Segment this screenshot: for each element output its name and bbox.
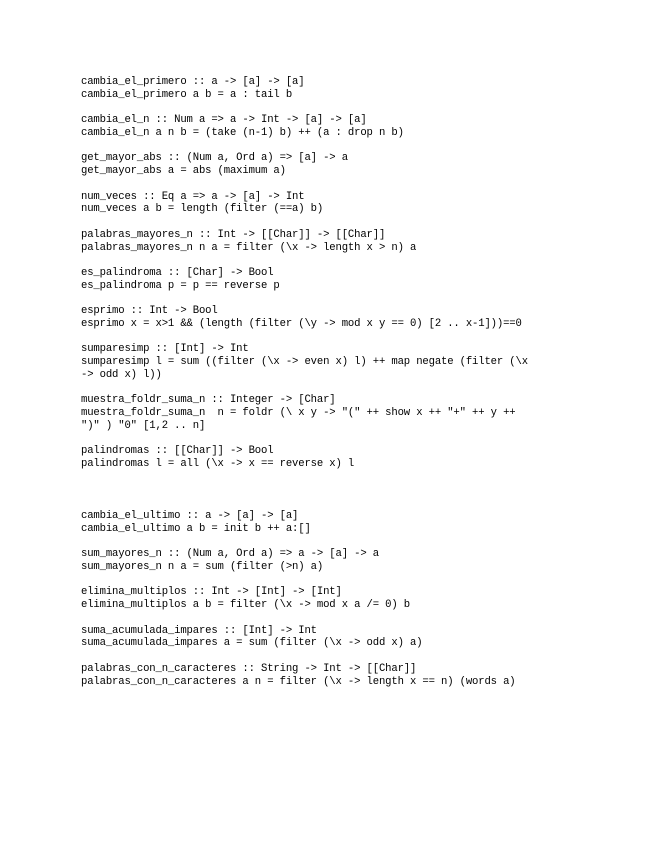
- code-block: [81, 76, 641, 101]
- code-line: elimina_multiplos a b = filter (\x -> mod x a /= 0) b: [81, 599, 410, 612]
- code-block: [81, 586, 641, 611]
- code-line: elimina_multiplos :: Int -> [Int] -> [Int]: [81, 586, 342, 599]
- code-line: palabras_mayores_n :: Int -> [[Char]] -> [[Char]]: [81, 228, 386, 241]
- code-line: sum_mayores_n n a = sum (filter (>n) a): [81, 560, 324, 573]
- code-line: get_mayor_abs :: (Num a, Ord a) => [a] -> a: [81, 152, 348, 165]
- code-line: sumparesimp :: [Int] -> Int: [81, 343, 249, 356]
- code-line: ")" ) "0" [1,2 .. n]: [81, 419, 206, 432]
- code-block: [81, 229, 641, 254]
- code-line: palindromas l = all (\x -> x == reverse x) l: [81, 457, 355, 470]
- code-line: esprimo x = x>1 && (length (filter (\y -> mod x y == 0) [2 .. x-1]))==0: [81, 317, 522, 330]
- code-line: suma_acumulada_impares :: [Int] -> Int: [81, 624, 317, 637]
- code-block: [81, 267, 641, 292]
- code-line: cambia_el_primero :: a -> [a] -> [a]: [81, 76, 305, 88]
- code-line: muestra_foldr_suma_n :: Integer -> [Char]: [81, 394, 336, 407]
- code-line: palabras_con_n_caracteres a n = filter (\x -> length x == n) (words a): [81, 675, 516, 688]
- code-line: get_mayor_abs a = abs (maximum a): [81, 165, 286, 178]
- code-line: palabras_con_n_caracteres :: String -> Int -> [[Char]]: [81, 662, 417, 675]
- code-block: [81, 152, 641, 177]
- code-line: palindromas :: [[Char]] -> Bool: [81, 445, 274, 458]
- code-line: cambia_el_primero a b = a : tail b: [81, 88, 293, 101]
- code-line: cambia_el_ultimo a b = init b ++ a:[]: [81, 522, 311, 535]
- code-section-1: [81, 76, 641, 483]
- code-line: es_palindroma :: [Char] -> Bool: [81, 267, 274, 280]
- code-block: [81, 394, 641, 432]
- code-block: [81, 305, 641, 330]
- code-line: num_veces a b = length (filter (==a) b): [81, 203, 324, 216]
- code-line: palabras_mayores_n n a = filter (\x -> length x > n) a: [81, 241, 417, 254]
- code-line: esprimo :: Int -> Bool: [81, 305, 218, 318]
- code-block: [81, 343, 641, 381]
- code-block: [81, 548, 641, 573]
- code-line: sumparesimp l = sum ((filter (\x -> even x) l) ++ map negate (filter (\x: [81, 356, 528, 369]
- code-block: [81, 191, 641, 216]
- code-line: -> odd x) l)): [81, 368, 162, 381]
- code-block: [81, 663, 641, 688]
- code-line: suma_acumulada_impares a = sum (filter (\x -> odd x) a): [81, 637, 423, 650]
- code-line: sum_mayores_n :: (Num a, Ord a) => a -> [a] -> a: [81, 548, 379, 561]
- code-line: es_palindroma p = p == reverse p: [81, 279, 280, 292]
- code-block: [81, 625, 641, 650]
- code-line: num_veces :: Eq a => a -> [a] -> Int: [81, 190, 305, 203]
- code-block: [81, 445, 641, 470]
- code-block: [81, 510, 641, 535]
- code-line: cambia_el_ultimo :: a -> [a] -> [a]: [81, 510, 299, 522]
- code-block: [81, 114, 641, 139]
- code-line: muestra_foldr_suma_n n = foldr (\ x y -> "(" ++ show x ++ "+" ++ y ++: [81, 407, 516, 420]
- code-line: cambia_el_n a n b = (take (n-1) b) ++ (a : drop n b): [81, 126, 404, 139]
- code-line: cambia_el_n :: Num a => a -> Int -> [a] -> [a]: [81, 114, 367, 127]
- code-section-2: [81, 510, 641, 701]
